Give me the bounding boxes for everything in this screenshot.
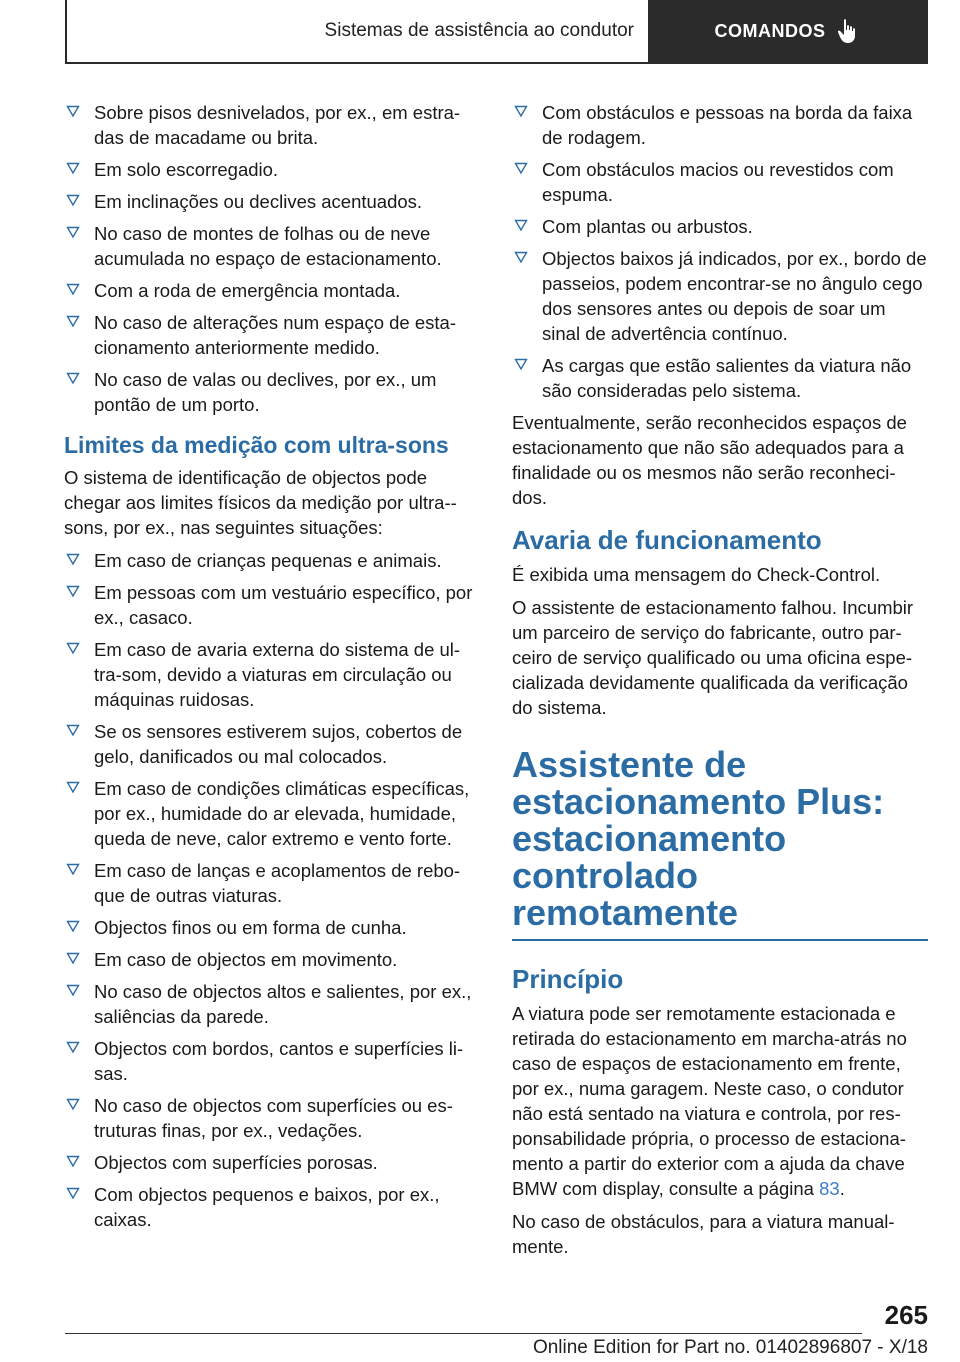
obstacles-paragraph: No caso de obstáculos, para a viatura manual‐mente. <box>512 1211 895 1257</box>
list-item-text: No caso de alterações num espaço de esta‐cionamento anteriormente medido. <box>94 312 456 358</box>
triangle-bullet-icon <box>66 1154 80 1168</box>
list-item <box>512 157 928 207</box>
triangle-bullet-icon <box>66 225 80 239</box>
list-item <box>64 1182 480 1232</box>
list-item-text: Em caso de lanças e acoplamentos de rebo‐que de outras viaturas. <box>94 860 461 906</box>
list-item <box>64 548 480 573</box>
list-item <box>64 776 480 851</box>
principle-paragraph <box>512 1001 928 1201</box>
list-item <box>64 915 480 940</box>
list-item-text: No caso de montes de folhas ou de neve acumulada no espaço de estacionamento. <box>94 223 442 269</box>
triangle-bullet-icon <box>66 193 80 207</box>
chapter-tab-label: COMANDOS <box>714 20 826 41</box>
triangle-bullet-icon <box>514 357 528 371</box>
list-item <box>64 189 480 214</box>
list-item <box>64 580 480 630</box>
list-item-text: Com obstáculos e pessoas na borda da faixa de rodagem. <box>542 102 913 148</box>
list-item <box>64 1093 480 1143</box>
right-bullet-list <box>512 100 928 403</box>
list-item <box>64 979 480 1029</box>
list-item <box>64 1150 480 1175</box>
triangle-bullet-icon <box>66 983 80 997</box>
triangle-bullet-icon <box>66 1097 80 1111</box>
list-item <box>64 278 480 303</box>
edition-text: Online Edition for Part no. 01402896807 - X/18 <box>532 1337 928 1358</box>
list-item-text: Sobre pisos desnivelados, por ex., em estra‐das de macadame ou brita. <box>94 102 461 148</box>
triangle-bullet-icon <box>66 1186 80 1200</box>
triangle-bullet-icon <box>66 104 80 118</box>
list-item-text: As cargas que estão salientes da viatura não são consideradas pelo sistema. <box>542 355 912 401</box>
limits-bullet-list <box>64 548 480 1232</box>
list-item-text: Em caso de objectos em movimento. <box>94 949 398 970</box>
list-item <box>512 246 928 346</box>
triangle-bullet-icon <box>514 250 528 264</box>
triangle-bullet-icon <box>66 161 80 175</box>
list-item <box>64 947 480 972</box>
list-item <box>64 858 480 908</box>
principle-heading: Princípio <box>512 964 624 994</box>
triangle-bullet-icon <box>66 552 80 566</box>
list-item-text: No caso de objectos altos e salientes, por ex., saliências da parede. <box>94 981 472 1027</box>
triangle-bullet-icon <box>514 104 528 118</box>
eventual-text: Eventualmente, serão reconhecidos espaços de estacionamento que não são adequados para a finalidade ou os mesmos não serão reconheci‐dos. <box>512 412 907 508</box>
limits-heading: Limites da medição com ultra-sons <box>64 432 449 458</box>
page-link[interactable]: 83 <box>819 1178 840 1199</box>
triangle-bullet-icon <box>66 780 80 794</box>
list-item-text: Em caso de condições climáticas específicas, por ex., humidade do ar elevada, humidade, queda de neve, calor extremo e vento forte. <box>94 778 470 849</box>
triangle-bullet-icon <box>66 951 80 965</box>
list-item-text: No caso de valas ou declives, por ex., um pontão de um porto. <box>94 369 437 415</box>
list-item <box>64 221 480 271</box>
fault-paragraph-1: É exibida uma mensagem do Check-Control. <box>512 564 881 585</box>
list-item-text: Com a roda de emergência montada. <box>94 280 401 301</box>
left-column <box>64 100 480 1239</box>
section-title: Sistemas de assistência ao condutor <box>324 20 634 41</box>
list-item-text: Se os sensores estiverem sujos, cobertos de gelo, danificados ou mal colocados. <box>94 721 463 767</box>
list-item <box>64 637 480 712</box>
triangle-bullet-icon <box>66 862 80 876</box>
main-heading: Assistente de estacionamento Plus: estacionamento controlado remotamente <box>512 746 928 941</box>
right-column <box>512 100 928 1267</box>
list-item-text: Objectos com bordos, cantos e superfícies li‐sas. <box>94 1038 464 1084</box>
chapter-tab <box>648 0 926 62</box>
triangle-bullet-icon <box>514 161 528 175</box>
list-item-text: Objectos finos ou em forma de cunha. <box>94 917 407 938</box>
principle-text-end: . <box>839 1178 845 1199</box>
triangle-bullet-icon <box>66 314 80 328</box>
triangle-bullet-icon <box>66 371 80 385</box>
list-item-text: Em caso de crianças pequenas e animais. <box>94 550 442 571</box>
triangle-bullet-icon <box>66 282 80 296</box>
list-item <box>64 310 480 360</box>
page-header <box>65 0 928 64</box>
list-item-text: Em inclinações ou declives acentuados. <box>94 191 423 212</box>
list-item-text: Com objectos pequenos e baixos, por ex., caixas. <box>94 1184 440 1230</box>
fault-paragraph-2: O assistente de estacionamento falhou. Incumbir um parceiro de serviço do fabricante, outro par‐ceiro de serviço qualificado ou uma oficina espe‐cializada devidamente qualificada da verificação do sistema. <box>512 597 914 718</box>
list-item-text: Objectos com superfícies porosas. <box>94 1152 378 1173</box>
list-item <box>64 100 480 150</box>
limits-intro: O sistema de identificação de objectos pode chegar aos limites físicos da medição por ultra‐-sons, por ex., nas seguintes situações: <box>64 467 457 538</box>
left-bullet-list <box>64 100 480 417</box>
triangle-bullet-icon <box>66 641 80 655</box>
list-item-text: Com obstáculos macios ou revestidos com espuma. <box>542 159 894 205</box>
list-item-text: Com plantas ou arbustos. <box>542 216 753 237</box>
list-item <box>512 214 928 239</box>
list-item <box>64 1036 480 1086</box>
triangle-bullet-icon <box>66 723 80 737</box>
list-item-text: Objectos baixos já indicados, por ex., bordo de passeios, podem encontrar-se no ângulo cego dos sensores antes ou depois de soar um sinal de advertência contínuo. <box>542 248 927 344</box>
list-item-text: Em caso de avaria externa do sistema de ul‐tra-som, devido a viaturas em circulação ou máquinas ruidosas. <box>94 639 461 710</box>
list-item <box>64 719 480 769</box>
footer-divider <box>65 1333 862 1334</box>
list-item <box>64 367 480 417</box>
list-item <box>512 353 928 403</box>
triangle-bullet-icon <box>66 1040 80 1054</box>
list-item <box>64 157 480 182</box>
triangle-bullet-icon <box>514 218 528 232</box>
list-item-text: No caso de objectos com superfícies ou es‐truturas finas, por ex., vedações. <box>94 1095 453 1141</box>
page-number: 265 <box>884 1300 928 1330</box>
list-item <box>512 100 928 150</box>
hand-pointer-icon <box>836 18 860 44</box>
principle-text: A viatura pode ser remotamente estacionada e retirada do estacionamento em marcha-atrás no caso de espaços de estacionamento em frente, por ex., numa garagem. Neste caso, o condutor não está sentado na viatura e controla, por res‐ponsabilidade própria, o processo de estaciona‐mento a partir do exterior com a ajuda da chave BMW com display, consulte a página <box>512 1003 907 1199</box>
list-item-text: Em solo escorregadio. <box>94 159 279 180</box>
triangle-bullet-icon <box>66 919 80 933</box>
list-item-text: Em pessoas com um vestuário específico, por ex., casaco. <box>94 582 473 628</box>
triangle-bullet-icon <box>66 584 80 598</box>
fault-heading: Avaria de funcionamento <box>512 525 822 555</box>
